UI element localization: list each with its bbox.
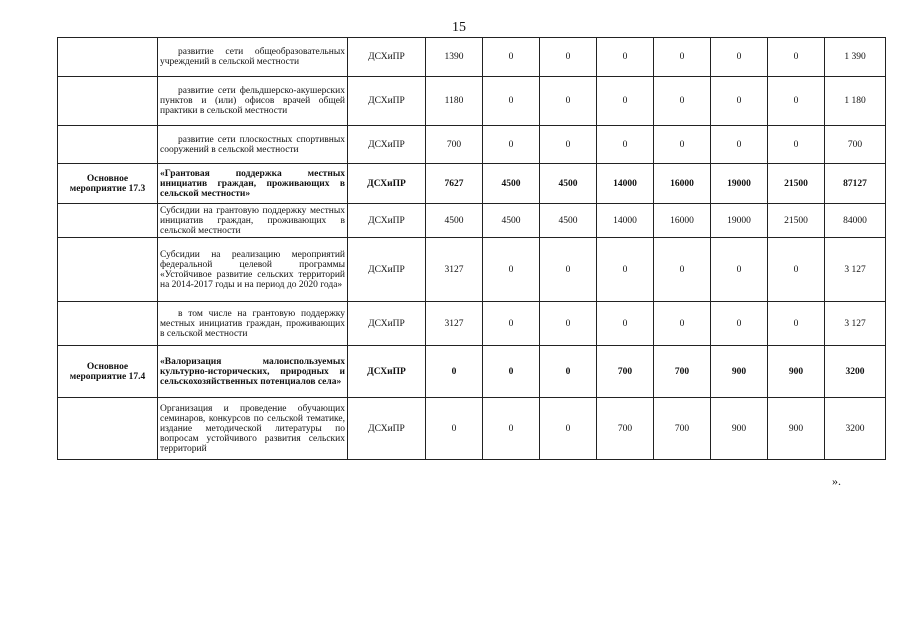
value-cell: 700: [426, 126, 483, 164]
value-cell: 3200: [825, 398, 886, 460]
value-cell: 700: [654, 346, 711, 398]
executor-cell: ДСХиПР: [348, 164, 426, 204]
value-cell: 14000: [597, 204, 654, 238]
value-cell: 1 390: [825, 38, 886, 77]
value-cell: 700: [825, 126, 886, 164]
executor-cell: ДСХиПР: [348, 398, 426, 460]
table-row: [58, 302, 886, 346]
value-cell: 3 127: [825, 302, 886, 346]
value-cell: 16000: [654, 204, 711, 238]
executor-cell: ДСХиПР: [348, 38, 426, 77]
main-activity-cell: [58, 38, 158, 77]
value-cell: 900: [768, 398, 825, 460]
value-cell: 0: [540, 77, 597, 126]
table-row: [58, 126, 886, 164]
value-cell: 87127: [825, 164, 886, 204]
table-row: [58, 204, 886, 238]
table-row: [58, 38, 886, 77]
main-activity-cell: [58, 238, 158, 302]
table-row: [58, 238, 886, 302]
value-cell: 0: [426, 398, 483, 460]
executor-cell: ДСХиПР: [348, 204, 426, 238]
value-cell: 0: [711, 126, 768, 164]
value-cell: 0: [597, 302, 654, 346]
value-cell: 0: [597, 38, 654, 77]
value-cell: 4500: [540, 204, 597, 238]
value-cell: 700: [654, 398, 711, 460]
value-cell: 3200: [825, 346, 886, 398]
value-cell: 0: [483, 77, 540, 126]
value-cell: 0: [711, 77, 768, 126]
value-cell: 7627: [426, 164, 483, 204]
value-cell: 14000: [597, 164, 654, 204]
value-cell: 0: [483, 398, 540, 460]
value-cell: 4500: [426, 204, 483, 238]
value-cell: 84000: [825, 204, 886, 238]
executor-cell: ДСХиПР: [348, 77, 426, 126]
main-activity-cell: [58, 398, 158, 460]
value-cell: 900: [768, 346, 825, 398]
value-cell: 0: [711, 238, 768, 302]
main-activity-cell: Основное мероприятие 17.4: [58, 346, 158, 398]
value-cell: 0: [768, 38, 825, 77]
value-cell: 4500: [483, 164, 540, 204]
value-cell: 0: [483, 38, 540, 77]
value-cell: 0: [768, 238, 825, 302]
executor-cell: ДСХиПР: [348, 302, 426, 346]
main-activity-cell: [58, 204, 158, 238]
value-cell: 3127: [426, 238, 483, 302]
executor-cell: ДСХиПР: [348, 126, 426, 164]
value-cell: 700: [597, 398, 654, 460]
value-cell: 21500: [768, 204, 825, 238]
value-cell: 0: [540, 126, 597, 164]
value-cell: 1180: [426, 77, 483, 126]
executor-cell: ДСХиПР: [348, 238, 426, 302]
value-cell: 0: [768, 126, 825, 164]
activity-name-cell: развитие сети плоскостных спортивных сооружений в сельской местности: [158, 126, 348, 164]
activity-name-cell: в том числе на грантовую поддержку местных инициатив граждан, проживающих в сельской местности: [158, 302, 348, 346]
table-row: [58, 77, 886, 126]
table-row: [58, 398, 886, 460]
value-cell: 0: [483, 346, 540, 398]
value-cell: 21500: [768, 164, 825, 204]
closing-quote-mark: ».: [832, 474, 841, 488]
value-cell: 700: [597, 346, 654, 398]
value-cell: 4500: [540, 164, 597, 204]
value-cell: 0: [654, 77, 711, 126]
value-cell: 0: [483, 302, 540, 346]
value-cell: 0: [654, 238, 711, 302]
value-cell: 0: [483, 126, 540, 164]
value-cell: 0: [768, 302, 825, 346]
table-row: [58, 346, 886, 398]
value-cell: 3 127: [825, 238, 886, 302]
value-cell: 0: [426, 346, 483, 398]
value-cell: 0: [540, 302, 597, 346]
activity-name-cell: «Грантовая поддержка местных инициатив граждан, проживающих в сельской местности»: [158, 164, 348, 204]
value-cell: 4500: [483, 204, 540, 238]
value-cell: 19000: [711, 164, 768, 204]
value-cell: 900: [711, 398, 768, 460]
value-cell: 19000: [711, 204, 768, 238]
activity-name-cell: развитие сети фельдшерско-акушерских пунктов и (или) офисов врачей общей практики в сельской местности: [158, 77, 348, 126]
value-cell: 0: [483, 238, 540, 302]
value-cell: 0: [768, 77, 825, 126]
value-cell: 0: [597, 238, 654, 302]
value-cell: 0: [540, 346, 597, 398]
main-activity-cell: Основное мероприятие 17.3: [58, 164, 158, 204]
value-cell: 0: [654, 38, 711, 77]
activity-name-cell: Организация и проведение обучающих семинаров, конкурсов по сельской тематике, издание методической литературы по вопросам устойчивого развития сельских территорий: [158, 398, 348, 460]
value-cell: 1390: [426, 38, 483, 77]
value-cell: 900: [711, 346, 768, 398]
value-cell: 1 180: [825, 77, 886, 126]
page-number: 15: [452, 20, 466, 35]
table-row: [58, 164, 886, 204]
value-cell: 0: [654, 302, 711, 346]
activity-name-cell: «Валоризация малоиспользуемых культурно-исторических, природных и сельскохозяйственных потенциалов села»: [158, 346, 348, 398]
value-cell: 0: [597, 77, 654, 126]
executor-cell: ДСХиПР: [348, 346, 426, 398]
value-cell: 0: [540, 398, 597, 460]
value-cell: 0: [540, 238, 597, 302]
activity-name-cell: Субсидии на грантовую поддержку местных инициатив граждан, проживающих в сельской местности: [158, 204, 348, 238]
value-cell: 0: [540, 38, 597, 77]
main-activity-cell: [58, 302, 158, 346]
activity-name-cell: развитие сети общеобразовательных учреждений в сельской местности: [158, 38, 348, 77]
value-cell: 16000: [654, 164, 711, 204]
value-cell: 3127: [426, 302, 483, 346]
value-cell: 0: [597, 126, 654, 164]
main-activity-cell: [58, 126, 158, 164]
main-activity-cell: [58, 77, 158, 126]
value-cell: 0: [654, 126, 711, 164]
activity-name-cell: Субсидии на реализацию мероприятий федеральной целевой программы «Устойчивое развитие сельских территорий на 2014-2017 годы и на период до 2020 года»: [158, 238, 348, 302]
value-cell: 0: [711, 302, 768, 346]
program-table: [57, 37, 886, 460]
value-cell: 0: [711, 38, 768, 77]
